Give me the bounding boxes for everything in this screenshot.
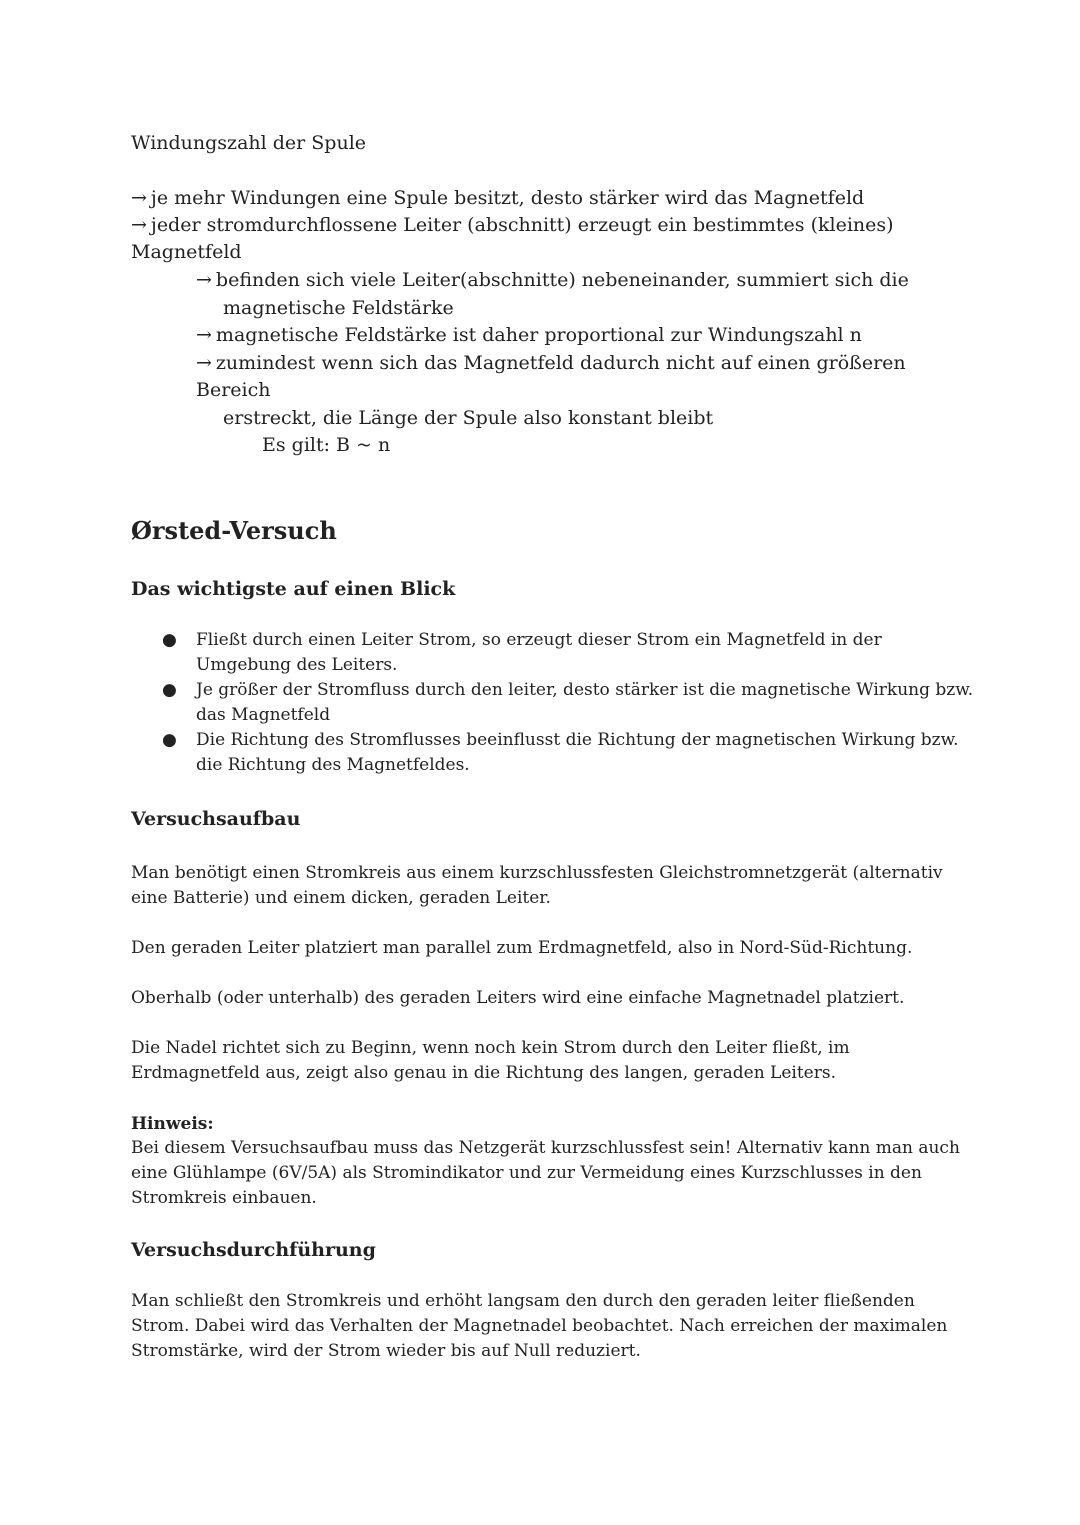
sub-arrow-item-3-continued-2: erstreckt, die Länge der Spule also konstant bleibt	[223, 407, 714, 429]
arrow-item-2-continued: Magnetfeld	[131, 241, 242, 263]
sub-arrow-item-2	[196, 322, 862, 349]
arrow-item-text: befinden sich viele Leiter(abschnitte) nebeneinander, summiert sich die	[215, 269, 909, 291]
sub-arrow-item-1-continued: magnetische Feldstärke	[223, 297, 454, 319]
section-title-oersted: Ørsted-Versuch	[131, 516, 337, 545]
bullet-item-2-continued: das Magnetfeld	[196, 705, 331, 725]
bullet-icon: ●	[162, 630, 177, 650]
arrow-item-text: zumindest wenn sich das Magnetfeld dadurch nicht auf einen größeren	[215, 352, 906, 374]
heading-hinweis: Hinweis:	[131, 1114, 214, 1134]
paragraph-aufbau-1-continued: eine Batterie) und einem dicken, geraden Leiter.	[131, 888, 551, 908]
paragraph-aufbau-3: Oberhalb (oder unterhalb) des geraden Leiters wird eine einfache Magnetnadel platziert.	[131, 988, 905, 1008]
paragraph-aufbau-4-continued: Erdmagnetfeld aus, zeigt also genau in die Richtung des langen, geraden Leiters.	[131, 1063, 836, 1083]
heading-versuchsaufbau: Versuchsaufbau	[131, 808, 301, 830]
heading-versuchsdurchfuehrung: Versuchsdurchführung	[131, 1239, 376, 1261]
paragraph-durchfuehrung-1: Man schließt den Stromkreis und erhöht langsam den durch den geraden leiter fließenden	[131, 1291, 915, 1311]
sub-arrow-item-3-continued: Bereich	[196, 379, 271, 401]
bullet-item-3-continued: die Richtung des Magnetfeldes.	[196, 755, 470, 775]
arrow-item-text: je mehr Windungen eine Spule besitzt, desto stärker wird das Magnetfeld	[150, 187, 865, 209]
formula: Es gilt: B ~ n	[262, 434, 391, 456]
heading-summary: Das wichtigste auf einen Blick	[131, 578, 456, 600]
arrow-icon: →	[196, 269, 212, 291]
arrow-item-2	[131, 212, 894, 239]
bullet-icon: ●	[162, 730, 177, 750]
arrow-icon: →	[131, 214, 147, 236]
sub-arrow-item-3	[196, 350, 906, 377]
arrow-icon: →	[196, 352, 212, 374]
paragraph-aufbau-2: Den geraden Leiter platziert man parallel zum Erdmagnetfeld, also in Nord-Süd-Richtung.	[131, 938, 913, 958]
bullet-item-1-continued: Umgebung des Leiters.	[196, 655, 398, 675]
paragraph-hinweis-2: eine Glühlampe (6V/5A) als Stromindikator und zur Vermeidung eines Kurzschlusses in den	[131, 1163, 922, 1183]
sub-arrow-item-1	[196, 267, 909, 294]
paragraph-durchfuehrung-3: Stromstärke, wird der Strom wieder bis auf Null reduziert.	[131, 1341, 641, 1361]
bullet-item-1: Fließt durch einen Leiter Strom, so erzeugt dieser Strom ein Magnetfeld in der	[196, 630, 882, 650]
paragraph-durchfuehrung-2: Strom. Dabei wird das Verhalten der Magnetnadel beobachtet. Nach erreichen der maximalen	[131, 1316, 948, 1336]
paragraph-aufbau-4: Die Nadel richtet sich zu Beginn, wenn noch kein Strom durch den Leiter fließt, im	[131, 1038, 850, 1058]
bullet-icon: ●	[162, 680, 177, 700]
section-title-windungszahl: Windungszahl der Spule	[131, 132, 367, 154]
arrow-icon: →	[131, 187, 147, 209]
paragraph-hinweis-1: Bei diesem Versuchsaufbau muss das Netzgerät kurzschlussfest sein! Alternativ kann man auch	[131, 1138, 960, 1158]
arrow-item-1	[131, 185, 864, 212]
arrow-item-text: magnetische Feldstärke ist daher proportional zur Windungszahl n	[215, 324, 862, 346]
arrow-icon: →	[196, 324, 212, 346]
paragraph-aufbau-1: Man benötigt einen Stromkreis aus einem kurzschlussfesten Gleichstromnetzgerät (alternativ	[131, 863, 943, 883]
bullet-item-3: Die Richtung des Stromflusses beeinflusst die Richtung der magnetischen Wirkung bzw.	[196, 730, 959, 750]
paragraph-hinweis-3: Stromkreis einbauen.	[131, 1188, 317, 1208]
bullet-item-2: Je größer der Stromfluss durch den leiter, desto stärker ist die magnetische Wirkung bzw.	[196, 680, 974, 700]
arrow-item-text: jeder stromdurchflossene Leiter (abschnitt) erzeugt ein bestimmtes (kleines)	[150, 214, 894, 236]
